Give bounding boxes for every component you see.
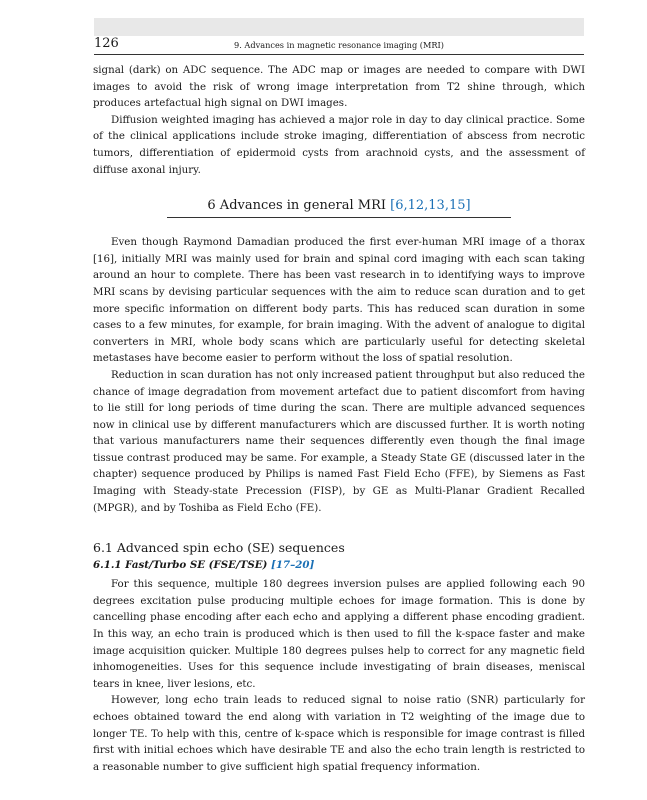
page-body bbox=[93, 62, 585, 775]
section-heading bbox=[93, 198, 585, 218]
paragraph: For this sequence, multiple 180 degrees inversion pulses are applied following each 90 degrees excitation pulse producing multiple echoes for image formation. This is done by cancelling phase encoding after each echo and applying a different phase encoding gradient. In this way, an echo train is produced which is then used to fill the k-space faster and make image acquisition quicker. Multiple 180 degrees pulses help to correct for any magnetic field inhomogeneities. Uses for this sequence include investigating of brain diseases, meniscal tears in knee, liver lesions, etc. bbox=[93, 578, 585, 690]
running-head bbox=[94, 38, 584, 55]
citation-link[interactable]: [17–20] bbox=[270, 559, 315, 572]
paragraph: However, long echo train leads to reduced signal to noise ratio (SNR) particularly for echoes obtained toward the end along with variation in T2 weighting of the image due to longer TE. To help with this, centre of k-space which is responsible for image contrast is filled first with initial echoes which have desirable TE and also the echo train length is restricted to a reasonable number to give sufficient high spatial frequency information. bbox=[93, 694, 585, 773]
subsubsection-heading bbox=[93, 559, 585, 571]
citation-link[interactable]: [6,12,13,15] bbox=[390, 198, 471, 214]
page-number: 126 bbox=[94, 36, 119, 51]
paragraph: signal (dark) on ADC sequence. The ADC map or images are needed to compare with DWI images to avoid the risk of wrong image interpretation from T2 shine through, which produces artefactual high signal on DWI images. bbox=[93, 64, 585, 110]
paragraph: Even though Raymond Damadian produced the first ever-human MRI image of a thorax [16], initially MRI was mainly used for brain and spinal cord imaging with each scan taking around an hour to complete. There has been vast research in to identifying ways to improve MRI scans by devising particular sequences with the aim to reduce scan duration and to get more specific information on different body parts. This has reduced scan duration in some cases to a few minutes, for example, for brain imaging. With the advent of analogue to digital converters in MRI, whole body scans which are particularly useful for detecting skeletal metastases have become easier to perform without the loss of spatial resolution. bbox=[93, 236, 585, 365]
chapter-title: 9. Advances in magnetic resonance imaging (MRI) bbox=[234, 40, 444, 50]
section-title: 6 Advances in general MRI bbox=[207, 198, 386, 214]
paragraph: Reduction in scan duration has not only increased patient throughput but also reduced the chance of image degradation from movement artefact due to patient discomfort from having to lie still for long periods of time during the scan. There are multiple advanced sequences now in clinical use by different manufacturers which are discussed further. It is worth noting that various manufacturers name their sequences differently even though the final image tissue contrast produced may be same. For example, a Steady State GE (discussed later in the chapter) sequence produced by Philips is named Fast Field Echo (FFE), by Siemens as Fast Imaging with Steady-state Precession (FISP), by GE as Multi-Planar Gradient Recalled (MPGR), and by Toshiba as Field Echo (FE). bbox=[93, 368, 585, 514]
subsection-heading: 6.1 Advanced spin echo (SE) sequences bbox=[93, 540, 345, 556]
paragraph: Diffusion weighted imaging has achieved a major role in day to day clinical practice. Some of the clinical applications include stroke imaging, differentiation of abscess from necrotic tumors, differentiation of epidermoid cysts from arachnoid cysts, and the assessment of diffuse axonal injury. bbox=[93, 113, 585, 176]
header-bar bbox=[94, 18, 584, 36]
subsubsection-title: 6.1.1 Fast/Turbo SE (FSE/TSE) bbox=[93, 559, 268, 572]
